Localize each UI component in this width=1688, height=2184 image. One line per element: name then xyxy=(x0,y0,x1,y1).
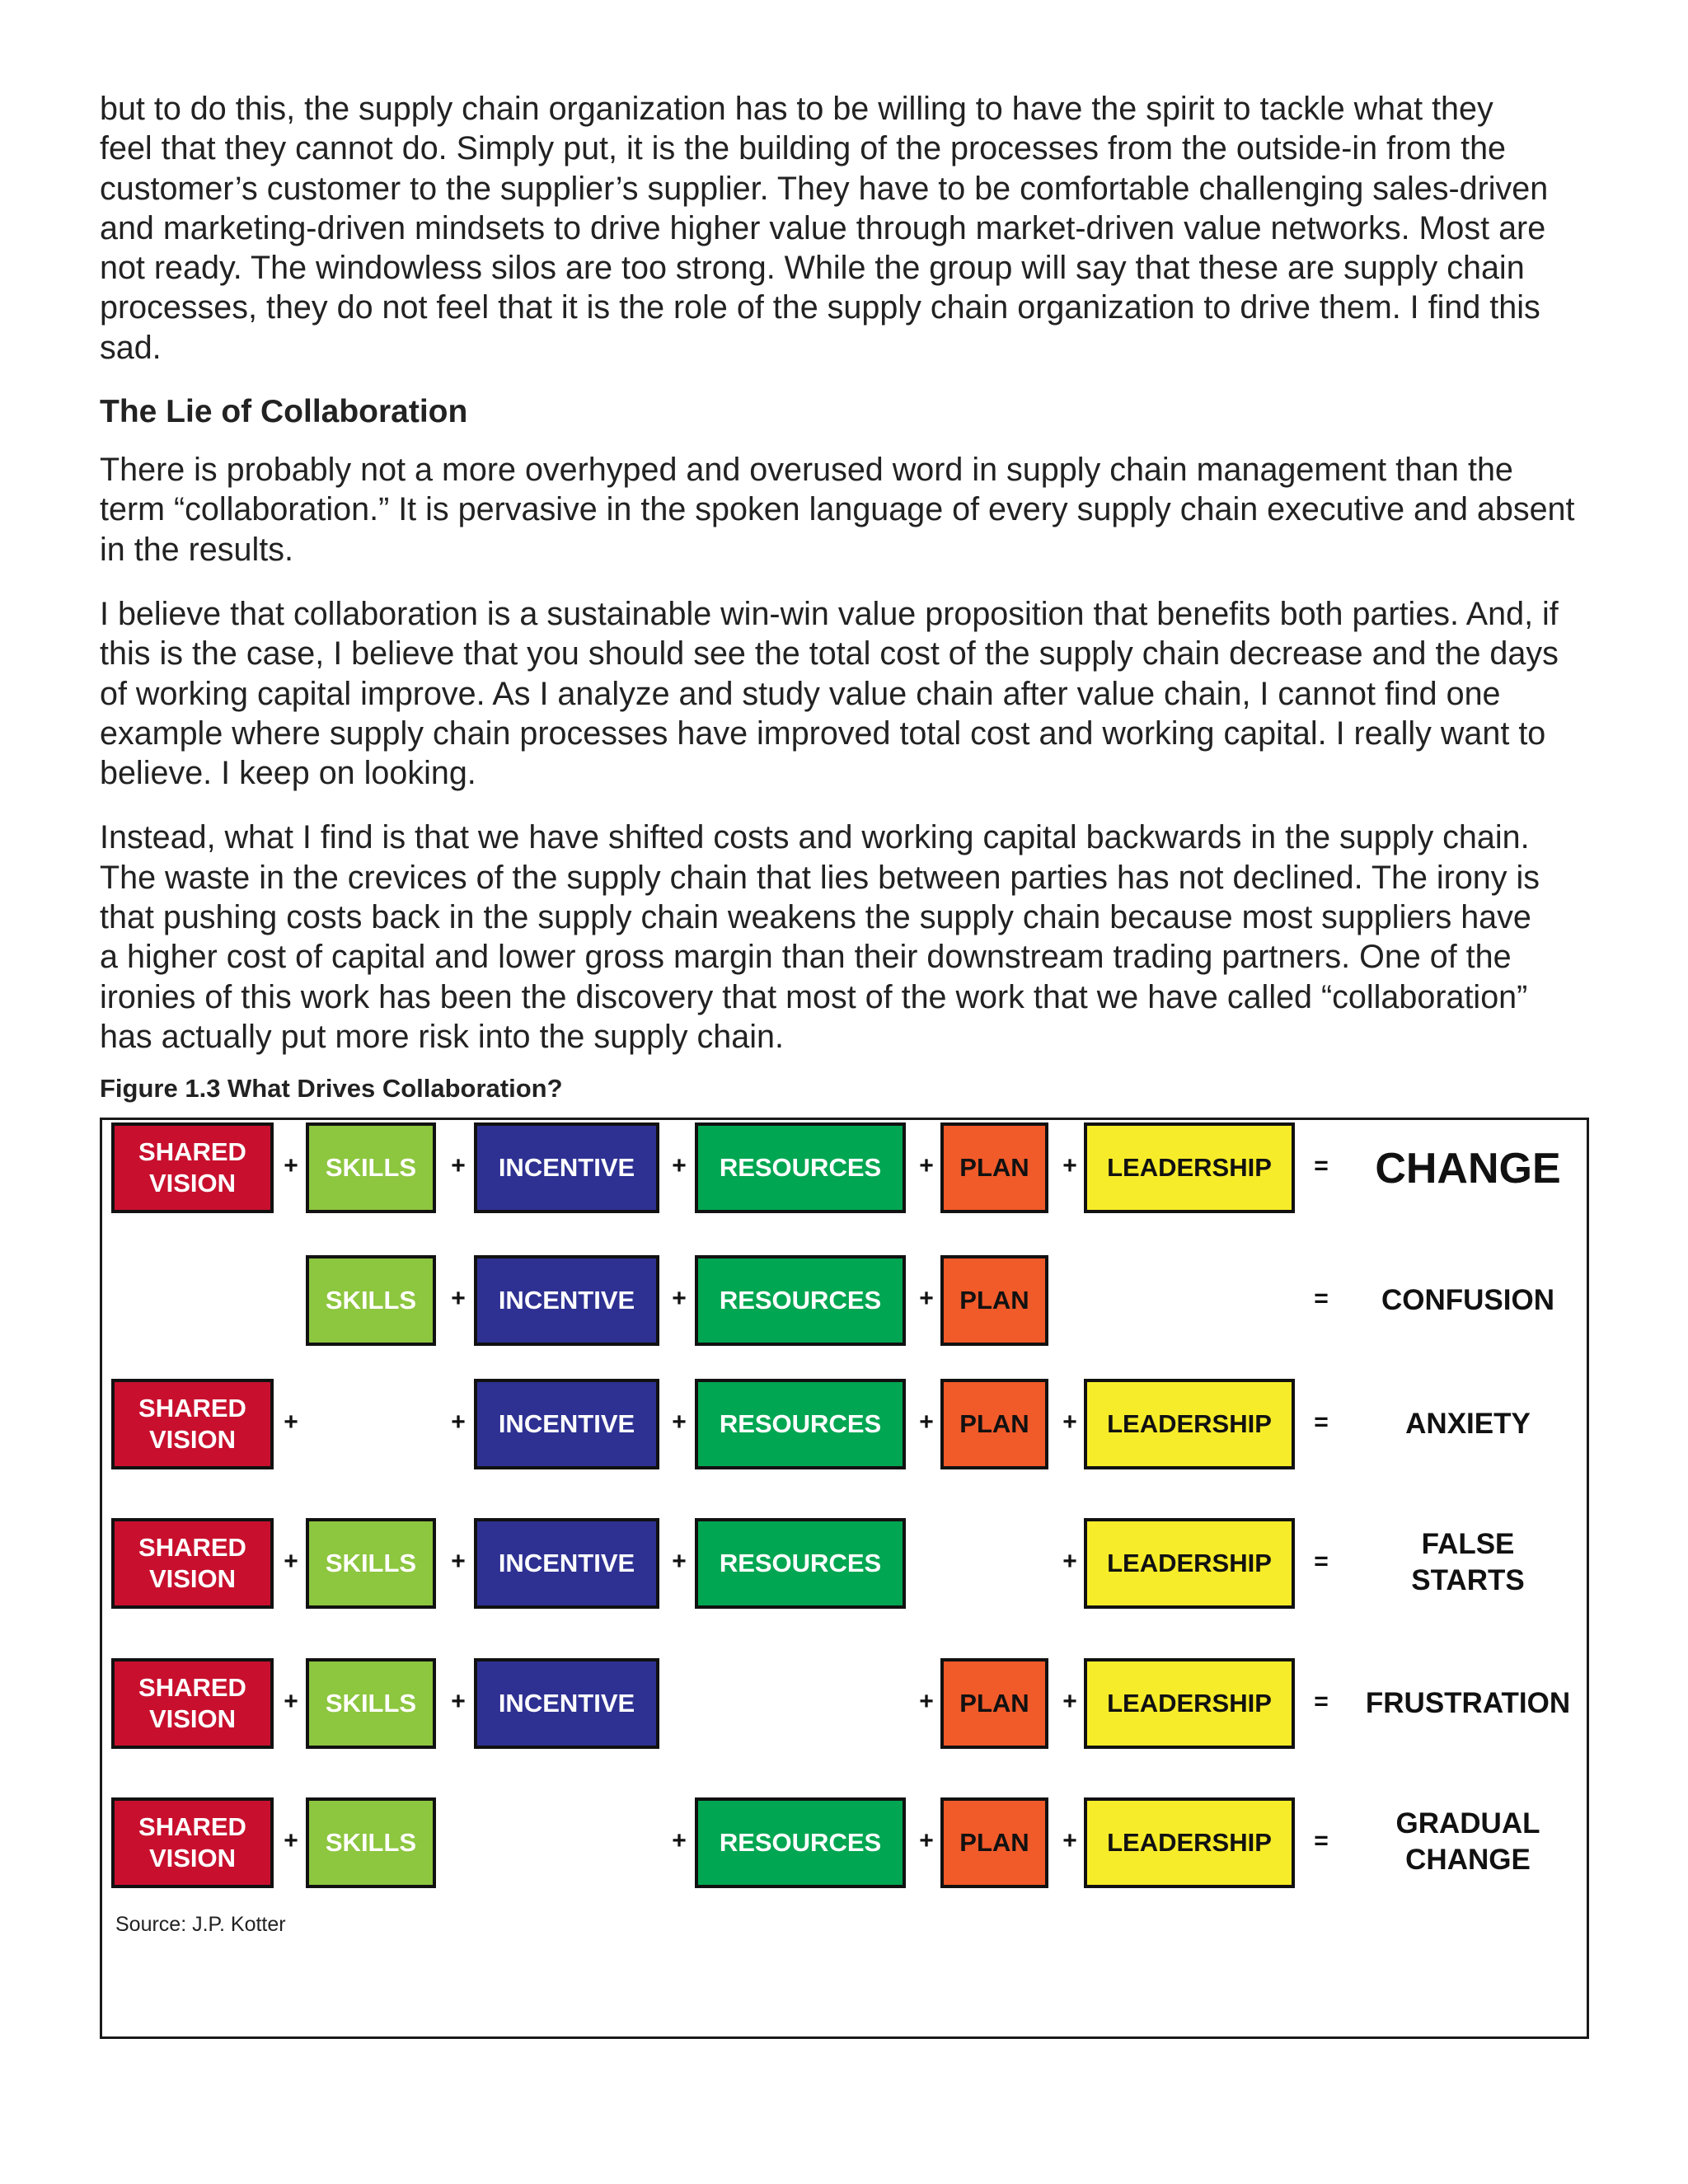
text-line: in the results. xyxy=(100,531,293,568)
leadership-box xyxy=(1084,1518,1295,1609)
resources-label: RESOURCES xyxy=(719,1828,882,1857)
plus-sign: + xyxy=(919,1152,934,1179)
skills-box xyxy=(306,1797,436,1888)
vision-box xyxy=(111,1658,274,1749)
skills-label: SKILLS xyxy=(325,1286,417,1315)
plus-sign: + xyxy=(451,1688,466,1715)
resources-box xyxy=(695,1122,906,1213)
text-line: There is probably not a more overhyped and overused word in supply chain management than the xyxy=(100,452,1513,489)
plan-box xyxy=(940,1255,1048,1346)
incentive-box xyxy=(474,1658,659,1749)
equals-sign: = xyxy=(1314,1285,1329,1312)
paragraph-instead xyxy=(100,818,1592,1057)
vision-label: SHARED VISION xyxy=(138,1673,246,1733)
plan-box xyxy=(940,1797,1048,1888)
incentive-box xyxy=(474,1122,659,1213)
result-label: FALSE STARTS xyxy=(1411,1528,1525,1596)
text-line: feel that they cannot do. Simply put, it is the building of the processes from the outside-in from the xyxy=(100,130,1507,167)
equals-sign: = xyxy=(1314,1827,1329,1854)
vision-label: SHARED VISION xyxy=(138,1394,246,1454)
paragraph-belief xyxy=(100,594,1592,793)
incentive-box xyxy=(474,1255,659,1346)
leadership-box xyxy=(1084,1658,1295,1749)
text-line: Instead, what I find is that we have shifted costs and working capital backwards in the supply chain. xyxy=(100,819,1530,856)
incentive-label: INCENTIVE xyxy=(498,1689,635,1718)
result-label: CONFUSION xyxy=(1381,1284,1554,1316)
text-line: customer’s customer to the supplier’s supplier. They have to be comfortable challenging sales-driven xyxy=(100,170,1549,207)
resources-label: RESOURCES xyxy=(719,1409,882,1438)
plus-sign: + xyxy=(919,1408,934,1436)
incentive-label: INCENTIVE xyxy=(498,1409,635,1438)
incentive-label: INCENTIVE xyxy=(498,1153,635,1182)
vision-label: SHARED VISION xyxy=(138,1533,246,1593)
text-line: and marketing-driven mindsets to drive higher value through market-driven value networks. Most are xyxy=(100,209,1546,246)
vision-box xyxy=(111,1518,274,1609)
plus-sign: + xyxy=(284,1152,298,1179)
text-line: that pushing costs back in the supply chain weakens the supply chain because most suppliers have xyxy=(100,899,1531,936)
skills-label: SKILLS xyxy=(325,1828,417,1857)
leadership-box xyxy=(1084,1122,1295,1213)
paragraph-intro xyxy=(100,89,1592,368)
plus-sign: + xyxy=(1062,1548,1077,1575)
vision-box xyxy=(111,1797,274,1888)
plan-label: PLAN xyxy=(959,1286,1029,1315)
result-label: ANXIETY xyxy=(1405,1408,1531,1440)
paragraph-overhyped xyxy=(100,450,1592,569)
result-label: GRADUAL CHANGE xyxy=(1395,1807,1540,1876)
plus-sign: + xyxy=(919,1688,934,1715)
skills-box xyxy=(306,1122,436,1213)
plan-box xyxy=(940,1379,1048,1469)
equals-sign: = xyxy=(1314,1152,1329,1179)
text-line: term “collaboration.” It is pervasive in the spoken language of every supply chain executive and absent xyxy=(100,491,1575,528)
plus-sign: + xyxy=(672,1827,687,1854)
plus-sign: + xyxy=(672,1285,687,1312)
plan-label: PLAN xyxy=(959,1153,1029,1182)
document-body xyxy=(100,89,1592,1081)
skills-box xyxy=(306,1518,436,1609)
resources-box xyxy=(695,1518,906,1609)
plus-sign: + xyxy=(1062,1688,1077,1715)
plus-sign: + xyxy=(672,1408,687,1436)
plus-sign: + xyxy=(1062,1827,1077,1854)
figure-source: Source: J.P. Kotter xyxy=(115,1913,286,1936)
result-label: CHANGE xyxy=(1375,1145,1561,1193)
plus-sign: + xyxy=(284,1827,298,1854)
equals-sign: = xyxy=(1314,1548,1329,1575)
leadership-label: LEADERSHIP xyxy=(1107,1409,1272,1438)
text-line: has actually put more risk into the supply chain. xyxy=(100,1018,784,1055)
plus-sign: + xyxy=(1062,1152,1077,1179)
plan-label: PLAN xyxy=(959,1689,1029,1718)
plus-sign: + xyxy=(451,1152,466,1179)
resources-label: RESOURCES xyxy=(719,1286,882,1315)
text-line: believe. I keep on looking. xyxy=(100,755,476,792)
text-line: The waste in the crevices of the supply chain that lies between parties has not declined. The irony is xyxy=(100,859,1540,896)
leadership-box xyxy=(1084,1379,1295,1469)
plus-sign: + xyxy=(284,1688,298,1715)
vision-label: SHARED VISION xyxy=(138,1137,246,1197)
incentive-box xyxy=(474,1379,659,1469)
text-line: this is the case, I believe that you should see the total cost of the supply chain decrease and the days xyxy=(100,635,1559,673)
plus-sign: + xyxy=(284,1548,298,1575)
plus-sign: + xyxy=(451,1408,466,1436)
skills-box xyxy=(306,1255,436,1346)
skills-label: SKILLS xyxy=(325,1153,417,1182)
text-line: of working capital improve. As I analyze and study value chain after value chain, I cannot find one xyxy=(100,675,1501,712)
resources-box xyxy=(695,1379,906,1469)
plus-sign: + xyxy=(451,1548,466,1575)
resources-label: RESOURCES xyxy=(719,1549,882,1577)
plan-box xyxy=(940,1658,1048,1749)
skills-box xyxy=(306,1658,436,1749)
text-line: example where supply chain processes have improved total cost and working capital. I really want to xyxy=(100,715,1546,752)
plus-sign: + xyxy=(919,1827,934,1854)
plus-sign: + xyxy=(451,1285,466,1312)
text-line: sad. xyxy=(100,329,162,366)
resources-box xyxy=(695,1797,906,1888)
result-label: FRUSTRATION xyxy=(1365,1687,1571,1719)
incentive-box xyxy=(474,1518,659,1609)
incentive-label: INCENTIVE xyxy=(498,1286,635,1315)
resources-label: RESOURCES xyxy=(719,1153,882,1182)
plus-sign: + xyxy=(919,1285,934,1312)
plan-box xyxy=(940,1122,1048,1213)
skills-label: SKILLS xyxy=(325,1689,417,1718)
figure-title: Figure 1.3 What Drives Collaboration? xyxy=(100,1074,563,1103)
plan-label: PLAN xyxy=(959,1409,1029,1438)
text-line: not ready. The windowless silos are too strong. While the group will say that these are supply chain xyxy=(100,250,1525,287)
leadership-label: LEADERSHIP xyxy=(1107,1689,1272,1718)
skills-label: SKILLS xyxy=(325,1549,417,1577)
leadership-label: LEADERSHIP xyxy=(1107,1549,1272,1577)
text-line: I believe that collaboration is a sustainable win-win value proposition that benefits both parties. And, if xyxy=(100,595,1559,632)
text-line: but to do this, the supply chain organization has to be willing to have the spirit to tackle what they xyxy=(100,91,1493,127)
plus-sign: + xyxy=(672,1152,687,1179)
plus-sign: + xyxy=(672,1548,687,1575)
leadership-label: LEADERSHIP xyxy=(1107,1153,1272,1182)
section-heading: The Lie of Collaboration xyxy=(100,394,468,430)
plus-sign: + xyxy=(284,1408,298,1436)
plus-sign: + xyxy=(1062,1408,1077,1436)
collaboration-figure xyxy=(100,1118,1589,2039)
vision-label: SHARED VISION xyxy=(138,1812,246,1872)
plan-label: PLAN xyxy=(959,1828,1029,1857)
leadership-box xyxy=(1084,1797,1295,1888)
incentive-label: INCENTIVE xyxy=(498,1549,635,1577)
text-line: ironies of this work has been the discovery that most of the work that we have called “collaboration” xyxy=(100,978,1528,1015)
resources-box xyxy=(695,1255,906,1346)
vision-box xyxy=(111,1122,274,1213)
text-line: processes, they do not feel that it is the role of the supply chain organization to drive them. I find this xyxy=(100,289,1540,326)
equals-sign: = xyxy=(1314,1688,1329,1715)
text-line: a higher cost of capital and lower gross margin than their downstream trading partners. One of the xyxy=(100,939,1512,976)
equals-sign: = xyxy=(1314,1408,1329,1436)
vision-box xyxy=(111,1379,274,1469)
leadership-label: LEADERSHIP xyxy=(1107,1828,1272,1857)
